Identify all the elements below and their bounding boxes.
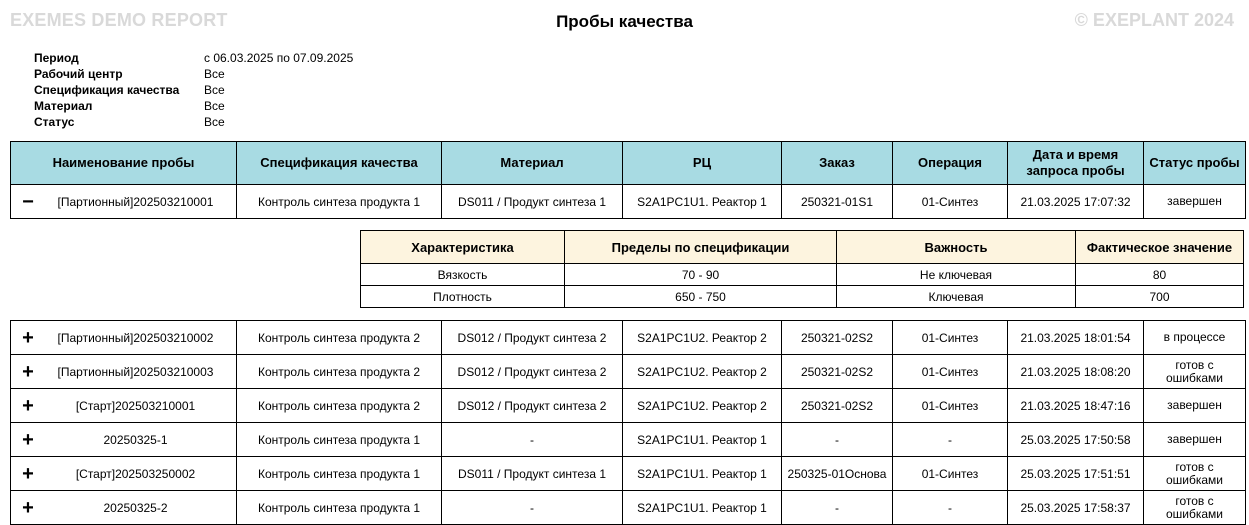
expand-icon[interactable]: + (22, 360, 34, 383)
cell-request-datetime: 21.03.2025 18:01:54 (1008, 321, 1144, 355)
table-row-expanded[interactable] (11, 185, 1246, 219)
samples-table-rows (10, 320, 1246, 525)
param-status (34, 114, 353, 130)
cell-material: DS011 / Продукт синтеза 1 (442, 185, 623, 219)
cell-order: - (782, 491, 893, 525)
sample-name: [Партионный]202503210003 (57, 364, 214, 379)
cell-quality-spec: Контроль синтеза продукта 1 (237, 423, 442, 457)
cell-quality-spec: Контроль синтеза продукта 1 (237, 457, 442, 491)
cell-work-center: S2A1PC1U1. Реактор 1 (623, 457, 782, 491)
column-header-work-center[interactable]: РЦ (623, 142, 782, 185)
sample-name: 20250325-1 (103, 432, 168, 447)
cell-quality-spec: Контроль синтеза продукта 2 (237, 321, 442, 355)
cell-sample-status: готов с ошибками (1144, 491, 1246, 525)
column-header-actual-value: Фактическое значение (1076, 231, 1244, 264)
param-label: Рабочий центр (34, 67, 123, 81)
cell-sample-name (11, 423, 237, 457)
cell-sample-status: готов с ошибками (1144, 355, 1246, 389)
cell-sample-name (11, 457, 237, 491)
cell-order: 250321-02S2 (782, 389, 893, 423)
cell-order: 250321-02S2 (782, 355, 893, 389)
cell-sample-name (11, 389, 237, 423)
param-value: Все (204, 83, 225, 97)
param-quality-spec (34, 82, 353, 98)
table-row[interactable] (11, 491, 1246, 525)
cell-order: - (782, 423, 893, 457)
expand-icon[interactable]: + (22, 326, 34, 349)
detail-row (361, 264, 1244, 286)
cell-request-datetime: 25.03.2025 17:50:58 (1008, 423, 1144, 457)
column-header-operation[interactable]: Операция (893, 142, 1008, 185)
cell-work-center: S2A1PC1U2. Реактор 2 (623, 389, 782, 423)
column-header-request-datetime[interactable]: Дата и время запроса пробы (1008, 142, 1144, 185)
detail-row (361, 286, 1244, 308)
column-header-sample-status[interactable]: Статус пробы (1144, 142, 1246, 185)
cell-sample-name (11, 491, 237, 525)
cell-sample-status: завершен (1144, 185, 1246, 219)
column-header-material[interactable]: Материал (442, 142, 623, 185)
cell-spec-limits: 650 - 750 (565, 286, 837, 308)
cell-request-datetime: 21.03.2025 18:47:16 (1008, 389, 1144, 423)
param-label: Спецификация качества (34, 83, 180, 97)
cell-operation: 01-Синтез (893, 321, 1008, 355)
cell-sample-status: готов с ошибками (1144, 457, 1246, 491)
cell-material: DS012 / Продукт синтеза 2 (442, 389, 623, 423)
param-value: с 06.03.2025 по 07.09.2025 (204, 51, 354, 65)
brand-watermark-left: EXEMES DEMO REPORT (10, 10, 228, 30)
cell-operation: - (893, 491, 1008, 525)
cell-quality-spec: Контроль синтеза продукта 2 (237, 355, 442, 389)
cell-operation: 01-Синтез (893, 389, 1008, 423)
sample-name: [Партионный]202503210002 (57, 330, 214, 345)
cell-request-datetime: 25.03.2025 17:51:51 (1008, 457, 1144, 491)
param-material (34, 98, 353, 114)
cell-quality-spec: Контроль синтеза продукта 1 (237, 491, 442, 525)
sample-name: [Старт]202503210001 (75, 398, 196, 413)
sample-name: [Партионный]202503210001 (57, 194, 214, 209)
cell-work-center: S2A1PC1U2. Реактор 2 (623, 355, 782, 389)
cell-request-datetime: 21.03.2025 18:08:20 (1008, 355, 1144, 389)
cell-order: 250321-02S2 (782, 321, 893, 355)
param-label: Материал (34, 99, 93, 113)
cell-operation: 01-Синтез (893, 355, 1008, 389)
cell-quality-spec: Контроль синтеза продукта 1 (237, 185, 442, 219)
cell-characteristic: Плотность (361, 286, 565, 308)
column-header-order[interactable]: Заказ (782, 142, 893, 185)
table-row[interactable] (11, 423, 1246, 457)
param-value: Все (204, 67, 225, 81)
samples-table (10, 141, 1246, 219)
cell-quality-spec: Контроль синтеза продукта 2 (237, 389, 442, 423)
cell-sample-name (11, 355, 237, 389)
param-label: Статус (34, 115, 75, 129)
cell-work-center: S2A1PC1U2. Реактор 2 (623, 321, 782, 355)
collapse-icon[interactable]: − (22, 190, 34, 213)
expand-icon[interactable]: + (22, 496, 34, 519)
cell-order: 250325-01Основа (782, 457, 893, 491)
cell-material: - (442, 423, 623, 457)
cell-work-center: S2A1PC1U1. Реактор 1 (623, 491, 782, 525)
sample-name: [Старт]202503250002 (75, 466, 196, 481)
column-header-characteristic: Характеристика (361, 231, 565, 264)
report-parameters (34, 50, 353, 130)
cell-sample-name (11, 185, 237, 219)
param-value: Все (204, 99, 225, 113)
sample-name: 20250325-2 (103, 500, 168, 515)
cell-spec-limits: 70 - 90 (565, 264, 837, 286)
column-header-importance: Важность (837, 231, 1076, 264)
cell-request-datetime: 25.03.2025 17:58:37 (1008, 491, 1144, 525)
cell-sample-status: завершен (1144, 423, 1246, 457)
cell-actual-value: 700 (1076, 286, 1244, 308)
brand-watermark-right: © EXEPLANT 2024 (1074, 10, 1234, 30)
cell-sample-status: завершен (1144, 389, 1246, 423)
param-work-center (34, 66, 353, 82)
cell-actual-value: 80 (1076, 264, 1244, 286)
cell-material: - (442, 491, 623, 525)
expand-icon[interactable]: + (22, 428, 34, 451)
cell-importance: Ключевая (837, 286, 1076, 308)
table-row[interactable] (11, 321, 1246, 355)
param-label: Период (34, 51, 79, 65)
expand-icon[interactable]: + (22, 462, 34, 485)
cell-sample-name (11, 321, 237, 355)
cell-order: 250321-01S1 (782, 185, 893, 219)
column-header-spec-limits: Пределы по спецификации (565, 231, 837, 264)
cell-material: DS012 / Продукт синтеза 2 (442, 355, 623, 389)
param-value: Все (204, 115, 225, 129)
detail-header-row (361, 231, 1244, 264)
cell-operation: 01-Синтез (893, 185, 1008, 219)
cell-operation: 01-Синтез (893, 457, 1008, 491)
page-title: Пробы качества (556, 12, 693, 31)
characteristics-table (360, 230, 1244, 308)
table-header-row (11, 142, 1246, 185)
cell-importance: Не ключевая (837, 264, 1076, 286)
cell-operation: - (893, 423, 1008, 457)
cell-work-center: S2A1PC1U1. Реактор 1 (623, 185, 782, 219)
cell-request-datetime: 21.03.2025 17:07:32 (1008, 185, 1144, 219)
table-row[interactable] (11, 457, 1246, 491)
cell-work-center: S2A1PC1U1. Реактор 1 (623, 423, 782, 457)
cell-material: DS011 / Продукт синтеза 1 (442, 457, 623, 491)
expand-icon[interactable]: + (22, 394, 34, 417)
cell-characteristic: Вязкость (361, 264, 565, 286)
table-row[interactable] (11, 355, 1246, 389)
table-row[interactable] (11, 389, 1246, 423)
param-period (34, 50, 353, 66)
column-header-quality-spec[interactable]: Спецификация качества (237, 142, 442, 185)
cell-sample-status: в процессе (1144, 321, 1246, 355)
column-header-sample-name[interactable]: Наименование пробы (11, 142, 237, 185)
cell-material: DS012 / Продукт синтеза 2 (442, 321, 623, 355)
